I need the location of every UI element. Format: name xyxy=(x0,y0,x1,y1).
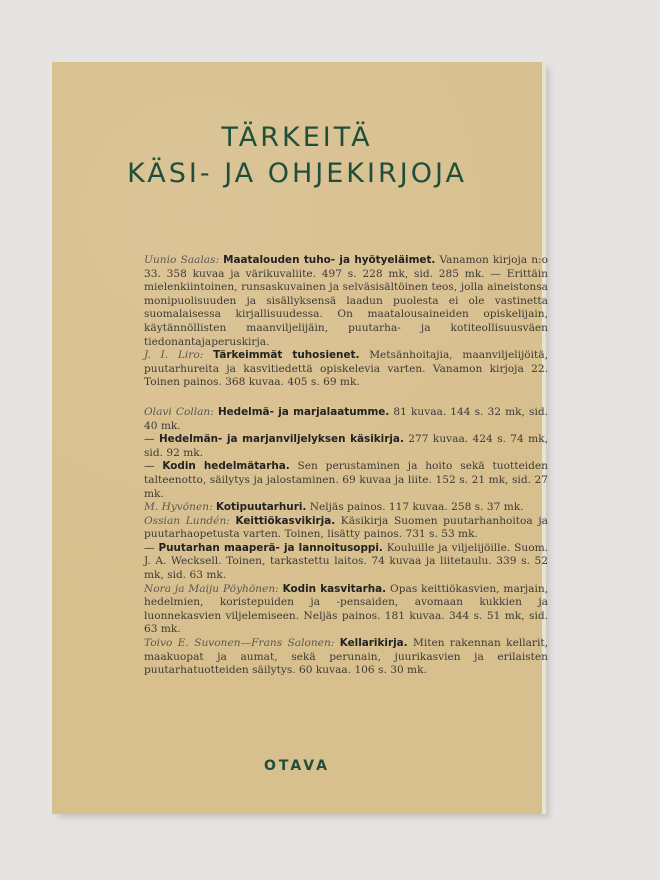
entry-book-title: Puutarhan maaperä- ja lannoitusoppi. xyxy=(158,541,383,554)
entry-dash: — xyxy=(144,460,155,473)
entry-author: Nora ja Maiju Pöyhönen: xyxy=(144,582,279,595)
entry-book-title: Hedelmän- ja marjanviljelyksen käsikirja. xyxy=(158,433,404,446)
list-item xyxy=(144,433,548,460)
list-item xyxy=(144,460,548,501)
entry-author: Toivo E. Suvonen—Frans Salonen: xyxy=(144,637,335,650)
entry-description: Käsikirja Suomen puutarhanhoitoa ja puutarhaopetusta varten. Toinen, lisätty painos. 731 s. 53 mk. xyxy=(144,514,548,541)
entry-description: 81 kuvaa. 144 s. 32 mk, sid. 40 mk. xyxy=(144,405,548,432)
entry-author: M. Hyvönen: xyxy=(144,501,213,514)
entry-author: Uunio Saalas: xyxy=(144,254,220,266)
list-item xyxy=(144,349,548,390)
entry-author: J. I. Liro: xyxy=(144,349,204,362)
entry-dash: — xyxy=(144,433,155,446)
entry-description: Kouluille ja viljelijöille. Suom. J. A. Wecksell. Toinen, tarkastettu laitos. 74 kuvaa ja liitetaulu. 339 s. 52 mk, sid. 63 mk. xyxy=(144,541,548,582)
title-line-1: TÄRKEITÄ xyxy=(221,122,373,153)
book-back-cover xyxy=(52,62,549,814)
entry-dash: — xyxy=(144,541,155,554)
title-line-2: KÄSI- JA OHJEKIRJOJA xyxy=(127,158,467,189)
entry-description: Neljäs painos. 117 kuvaa. 258 s. 37 mk. xyxy=(309,501,524,514)
entry-description: Metsänhoitajia, maanviljelijöitä, puutarhureita ja kasvitiedettä opiskelevia varten. Vanamon kirjoja 22. Toinen painos. 368 kuvaa. 405 s. 69 mk. xyxy=(144,349,549,389)
entry-book-title: Tärkeimmät tuhosienet. xyxy=(213,349,360,362)
entry-description: Vanamon kirjoja n:o 33. 358 kuvaa ja värikuvaliite. 497 s. 228 mk, sid. 285 mk. — Erittäin mielenkiintoinen, runsaskuvainen ja selväsisältöinen teos, jolla aineistonsa monipuolisuuden ja sisällyksensä laadun puolesta ei ole vastinetta suomalaisessa kirjallisuudessa. On maatalousaineiden opiskelijain, käytännöllisten maanviljelijäin, puutarha- ja kotiteollisuusväen tiedonantajaperuskirja. xyxy=(144,254,548,348)
list-item xyxy=(144,583,548,637)
entry-book-title: Kodin kasvitarha. xyxy=(282,582,387,595)
entry-book-title: Keittiökasvikirja. xyxy=(235,514,336,527)
book-list xyxy=(144,254,548,678)
entry-description: Opas keittiökasvien, marjain, hedelmien, koristepuiden ja -pensaiden, avomaan kukkien ja luonnekasvien viljelemiseen. Neljäs painos. 181 kuvaa. 344 s. 51 mk, sid. 63 mk. xyxy=(144,582,549,636)
list-item xyxy=(144,515,548,542)
entry-book-title: Kotipuutarhuri. xyxy=(216,501,307,514)
entry-book-title: Kellarikirja. xyxy=(339,637,408,650)
title-block xyxy=(52,120,542,192)
list-item xyxy=(144,501,548,515)
entry-author: Ossian Lundén: xyxy=(144,514,230,527)
entry-author: Olavi Collan: xyxy=(144,405,214,418)
publisher-name: OTAVA xyxy=(264,758,330,774)
entry-description: Sen perustaminen ja hoito sekä tuotteiden talteenotto, säilytys ja jalostaminen. 69 kuvaa ja liite. 152 s. 21 mk, sid. 27 mk. xyxy=(144,460,549,500)
entry-description: 277 kuvaa. 424 s. 74 mk, sid. 92 mk. xyxy=(144,433,548,459)
entry-description: Miten rakennan kellarit, maakuopat ja aumat, sekä perunain, juurikasvien ja erilaisten puutarhatuotteiden säilytys. 60 kuvaa. 106 s. 30 mk. xyxy=(144,637,549,677)
entry-book-title: Maatalouden tuho- ja hyötyeläimet. xyxy=(223,254,436,266)
entry-book-title: Hedelmä- ja marjalaatumme. xyxy=(217,405,390,418)
entry-book-title: Kodin hedelmätarha. xyxy=(162,460,290,473)
list-item xyxy=(144,406,548,433)
section-gap xyxy=(144,390,548,406)
list-item xyxy=(144,254,548,349)
list-item xyxy=(144,542,548,583)
list-item xyxy=(144,637,548,678)
